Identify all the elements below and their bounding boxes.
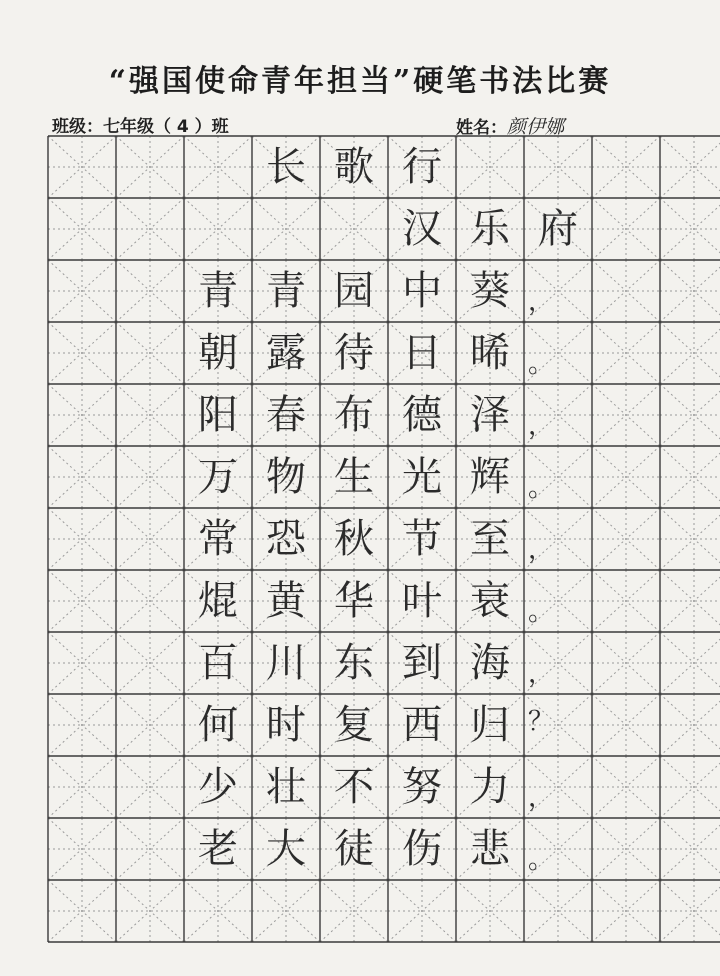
grid-cell (388, 818, 456, 880)
grid-cell (456, 384, 524, 446)
written-character: 歌 (334, 144, 374, 190)
grid-cell (456, 880, 524, 942)
grid-cell (184, 756, 252, 818)
grid-cell (660, 198, 720, 260)
written-character: 焜 (198, 578, 238, 624)
grid-cell (116, 260, 184, 322)
written-character: 川 (266, 640, 306, 686)
punctuation-mark: 。 (528, 845, 555, 875)
grid-cell (48, 694, 116, 756)
written-character: 不 (334, 764, 374, 810)
grid-cell (524, 694, 592, 756)
grid-cell (320, 570, 388, 632)
grid-cell (524, 446, 592, 508)
written-character: 行 (402, 144, 442, 190)
grid-cell (592, 756, 660, 818)
written-character: 壮 (266, 764, 306, 810)
grid-cell (524, 880, 592, 942)
grid-cell (48, 570, 116, 632)
grid-cell (388, 880, 456, 942)
written-character: 恐 (266, 516, 306, 562)
grid-cell (116, 756, 184, 818)
grid-cell (184, 570, 252, 632)
grid-cell (456, 694, 524, 756)
grid-cell (592, 384, 660, 446)
written-character: 露 (266, 330, 306, 376)
written-character: 物 (266, 454, 306, 500)
grid-cell (660, 384, 720, 446)
grid-cell (592, 322, 660, 384)
grid-cell (184, 198, 252, 260)
grid-cell (524, 322, 592, 384)
grid-cell (320, 818, 388, 880)
grid-cell (48, 136, 116, 198)
name-value: 颜伊娜 (507, 116, 565, 138)
grid-cell (116, 322, 184, 384)
grid-cell (184, 384, 252, 446)
grid-cell (184, 880, 252, 942)
grid-cell (48, 322, 116, 384)
written-character: 府 (538, 206, 578, 252)
punctuation-mark: 。 (528, 349, 555, 379)
grid-cell (116, 384, 184, 446)
written-character: 悲 (470, 826, 510, 872)
grid-cell (388, 694, 456, 756)
grid-cell (48, 384, 116, 446)
calligraphy-grid (48, 136, 720, 942)
grid-cell (116, 694, 184, 756)
grid-cell (592, 880, 660, 942)
grid-cell (116, 570, 184, 632)
grid-cell (116, 446, 184, 508)
grid-cell (456, 446, 524, 508)
punctuation-mark: ， (528, 659, 555, 689)
grid-cell (48, 446, 116, 508)
grid-cell (660, 136, 720, 198)
grid-cell (320, 694, 388, 756)
punctuation-mark: ， (528, 535, 555, 565)
grid-cell (524, 756, 592, 818)
grid-cell (320, 136, 388, 198)
grid-cell (252, 570, 320, 632)
grid-cell (524, 818, 592, 880)
grid-cell (252, 198, 320, 260)
grid-cell (524, 198, 592, 260)
grid-cell (660, 880, 720, 942)
grid-cell (524, 508, 592, 570)
grid-cell (660, 818, 720, 880)
grid-cell (320, 880, 388, 942)
written-character: 葵 (470, 268, 510, 314)
grid-cell (252, 632, 320, 694)
grid-cell (388, 570, 456, 632)
grid-cell (388, 198, 456, 260)
written-character: 日 (402, 330, 442, 376)
written-character: 华 (334, 578, 374, 624)
grid-cell (320, 260, 388, 322)
name-label: 姓名： (456, 118, 507, 138)
grid-cell (184, 260, 252, 322)
grid-cell (660, 632, 720, 694)
grid-cell (320, 632, 388, 694)
written-character: 至 (470, 516, 510, 562)
written-character: 秋 (334, 516, 374, 562)
written-character: 节 (402, 516, 442, 562)
grid-cell (388, 260, 456, 322)
grid-cell (456, 260, 524, 322)
written-character: 徒 (334, 826, 374, 872)
grid-cell (320, 756, 388, 818)
grid-cell (388, 136, 456, 198)
grid-cell (592, 260, 660, 322)
grid-cell (456, 322, 524, 384)
written-character: 德 (402, 392, 442, 438)
written-character: 辉 (470, 454, 510, 500)
grid-cell (116, 198, 184, 260)
written-character: 泽 (470, 392, 510, 438)
grid-cell (456, 756, 524, 818)
grid-cell (116, 508, 184, 570)
written-character: 布 (334, 392, 374, 438)
grid-cell (524, 260, 592, 322)
grid-cell (184, 446, 252, 508)
written-character: 长 (266, 144, 306, 190)
grid-cell (592, 694, 660, 756)
written-character: 黄 (266, 578, 306, 624)
grid-cell (388, 632, 456, 694)
grid-cell (252, 322, 320, 384)
grid-cell (252, 756, 320, 818)
grid-cell (320, 198, 388, 260)
grid-cell (456, 198, 524, 260)
grid-cell (252, 136, 320, 198)
grid-cell (48, 260, 116, 322)
written-character: 努 (402, 764, 442, 810)
grid-cell (320, 508, 388, 570)
grid-cell (184, 818, 252, 880)
written-character: 乐 (470, 206, 510, 252)
grid-cell (184, 508, 252, 570)
written-character: 老 (198, 826, 238, 872)
written-character: 伤 (402, 826, 442, 872)
written-character: 时 (266, 702, 306, 748)
grid-cell (184, 694, 252, 756)
written-character: 叶 (402, 578, 442, 624)
written-character: 到 (402, 640, 442, 686)
written-character: 力 (470, 764, 510, 810)
grid-cell (524, 632, 592, 694)
punctuation-mark: ？ (528, 707, 555, 737)
grid-cell (592, 198, 660, 260)
written-character: 少 (198, 764, 238, 810)
punctuation-mark: ， (528, 287, 555, 317)
grid-cell (592, 570, 660, 632)
grid-cell (252, 880, 320, 942)
grid-cell (252, 508, 320, 570)
grid-cell (660, 570, 720, 632)
grid-cell (456, 508, 524, 570)
written-character: 朝 (198, 330, 238, 376)
grid-cell (592, 136, 660, 198)
written-character: 复 (334, 702, 374, 748)
grid-cell (252, 446, 320, 508)
grid-cell (524, 570, 592, 632)
grid-cell (388, 446, 456, 508)
written-character: 晞 (470, 330, 510, 376)
grid-cell (116, 818, 184, 880)
grid-cell (388, 322, 456, 384)
grid-cell (320, 446, 388, 508)
written-character: 常 (198, 516, 238, 562)
written-character: 万 (198, 454, 238, 500)
grid-cell (524, 384, 592, 446)
grid-cell (252, 818, 320, 880)
grid-cell (388, 508, 456, 570)
written-character: 光 (402, 454, 442, 500)
class-label: 班级：七年级（ 4 ）班 (52, 117, 229, 137)
grid-cell (48, 198, 116, 260)
grid-cell (184, 632, 252, 694)
punctuation-mark: 。 (528, 597, 555, 627)
grid-cell (456, 632, 524, 694)
grid-cell (388, 384, 456, 446)
grid-cell (592, 508, 660, 570)
written-character: 汉 (402, 206, 442, 252)
grid-cell (660, 508, 720, 570)
grid-cell (320, 322, 388, 384)
written-character: 青 (266, 268, 306, 314)
grid-cell (116, 880, 184, 942)
punctuation-mark: ， (528, 411, 555, 441)
written-character: 大 (266, 826, 306, 872)
grid-cell (592, 818, 660, 880)
grid-cell (116, 632, 184, 694)
grid-cell (252, 694, 320, 756)
written-character: 春 (266, 392, 306, 438)
written-character: 生 (334, 454, 374, 500)
written-character: 西 (402, 702, 442, 748)
grid-cell (660, 260, 720, 322)
grid-cell (456, 570, 524, 632)
grid-cell (660, 446, 720, 508)
written-character: 百 (198, 640, 238, 686)
grid-cell (48, 818, 116, 880)
grid-cell (320, 384, 388, 446)
grid-cell (116, 136, 184, 198)
written-character: 归 (470, 702, 510, 748)
grid-cell (184, 136, 252, 198)
written-character: 阳 (198, 392, 238, 438)
grid-cell (252, 384, 320, 446)
grid-cell (592, 632, 660, 694)
punctuation-mark: ， (528, 783, 555, 813)
written-character: 中 (402, 268, 442, 314)
grid-cell (252, 260, 320, 322)
grid-cell (388, 756, 456, 818)
written-character: 海 (470, 640, 510, 686)
written-character: 衰 (470, 578, 510, 624)
grid-cell (48, 756, 116, 818)
grid-cell (660, 322, 720, 384)
grid-cell (456, 136, 524, 198)
grid-cell (456, 818, 524, 880)
punctuation-mark: 。 (528, 473, 555, 503)
written-character: 待 (334, 330, 374, 376)
written-character: 青 (198, 268, 238, 314)
written-character: 何 (198, 702, 238, 748)
written-character: 东 (334, 640, 374, 686)
grid-cell (592, 446, 660, 508)
grid-cell (184, 322, 252, 384)
grid-cell (660, 756, 720, 818)
grid-cell (48, 632, 116, 694)
grid-cell (660, 694, 720, 756)
page-title: “强国使命青年担当”硬笔书法比赛 (108, 64, 612, 99)
grid-cell (48, 508, 116, 570)
grid-cell (524, 136, 592, 198)
grid-cell (48, 880, 116, 942)
written-character: 园 (334, 268, 374, 314)
